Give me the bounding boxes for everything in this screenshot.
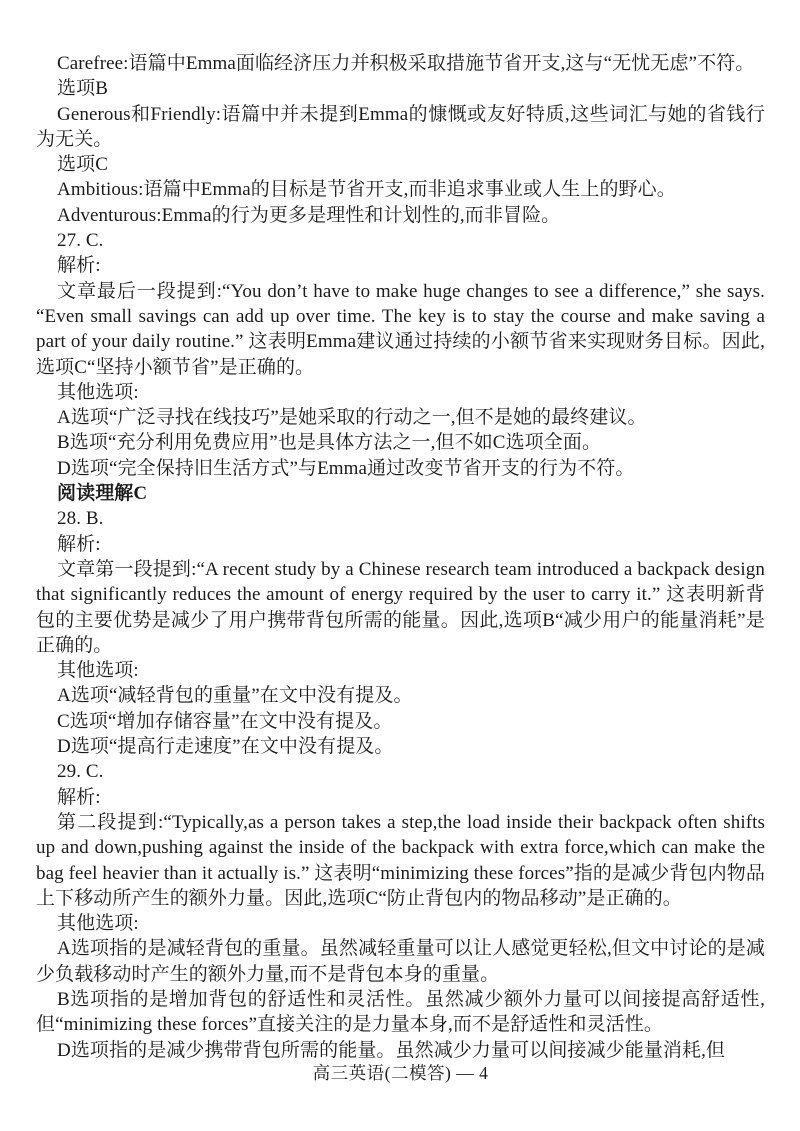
paragraph: Adventurous:Emma的行为更多是理性和计划性的,而非冒险。 [57,204,561,226]
paragraph: 其他选项: [57,913,139,935]
paragraph: Generous和Friendly:语篇中并未提到Emma的慷慨或友好特质,这些词汇与她的省钱行为无关。 [36,103,765,150]
paragraph: 第二段提到:“Typically,as a person takes a step,the load inside their backpack often shifts up and down,pushing against the inside of the backpack with extra force,which can make the bag feel heavier than it actually is.” 这表明“minimizing these forces”指的是减少背包内物品上下移动所产生的额外力量。因此,选项C“防止背包内的物品移动”是正确的。 [36,811,765,909]
paragraph: A选项“减轻背包的重量”在文中没有提及。 [57,685,413,707]
paragraph: D选项“提高行走速度”在文中没有提及。 [57,736,394,758]
paragraph: 选项B [57,78,108,100]
paragraph: 其他选项: [57,381,139,403]
paragraph: A选项指的是减轻背包的重量。虽然减轻重量可以让人感觉更轻松,但文中讨论的是减少负载移动时产生的额外力量,而不是背包本身的重量。 [36,938,765,985]
paragraph: 解析: [57,255,101,277]
paragraph: 其他选项: [57,660,139,682]
paragraph: B选项指的是增加背包的舒适性和灵活性。虽然减少额外力量可以间接提高舒适性,但“minimizing these forces”直接关注的是力量本身,而不是舒适性和灵活性。 [36,988,765,1036]
paragraph: 28. B. [57,508,104,530]
paragraph: 文章最后一段提到:“You don’t have to make huge changes to see a difference,” she says. “Even small savings can add up over time. The key is to stay the course and make saving a part of your daily routine.” 这表明Emma建议通过持续的小额节省来实现财务目标。因此,选项C“坚持小额节省”是正确的。 [36,280,765,378]
paragraph: C选项“增加存储容量”在文中没有提及。 [57,710,393,732]
section-heading: 阅读理解C [57,483,148,505]
paragraph: 文章第一段提到:“A recent study by a Chinese research team introduced a backpack design that significantly reduces the amount of energy required by the user to carry it.” 这表明新背包的主要优势是减少了用户携带背包所需的能量。因此,选项B“减少用户的能量消耗”是正确的。 [36,558,765,656]
paragraph: D选项指的是减少携带背包所需的能量。虽然减少力量可以间接减少能量消耗,但 [57,1039,726,1061]
paragraph: 27. C. [57,230,104,252]
paragraph: 选项C [57,154,108,176]
paragraph: B选项“充分利用免费应用”也是具体方法之一,但不如C选项全面。 [57,432,602,454]
paragraph: D选项“完全保持旧生活方式”与Emma通过改变节省开支的行为不符。 [57,457,635,479]
paragraph: Carefree:语篇中Emma面临经济压力并积极采取措施节省开支,这与“无忧无虑”不符。 [57,53,755,74]
paragraph: 解析: [57,786,101,808]
paragraph: 解析: [57,533,101,555]
paragraph: Ambitious:语篇中Emma的目标是节省开支,而非追求事业或人生上的野心。 [57,179,676,201]
paragraph: 29. C. [57,761,104,783]
page-footer: 高三英语(二模答) — 4 [312,1063,489,1083]
document-body [36,51,765,1063]
paragraph: A选项“广泛寻找在线技巧”是她采取的行动之一,但不是她的最终建议。 [57,407,647,429]
